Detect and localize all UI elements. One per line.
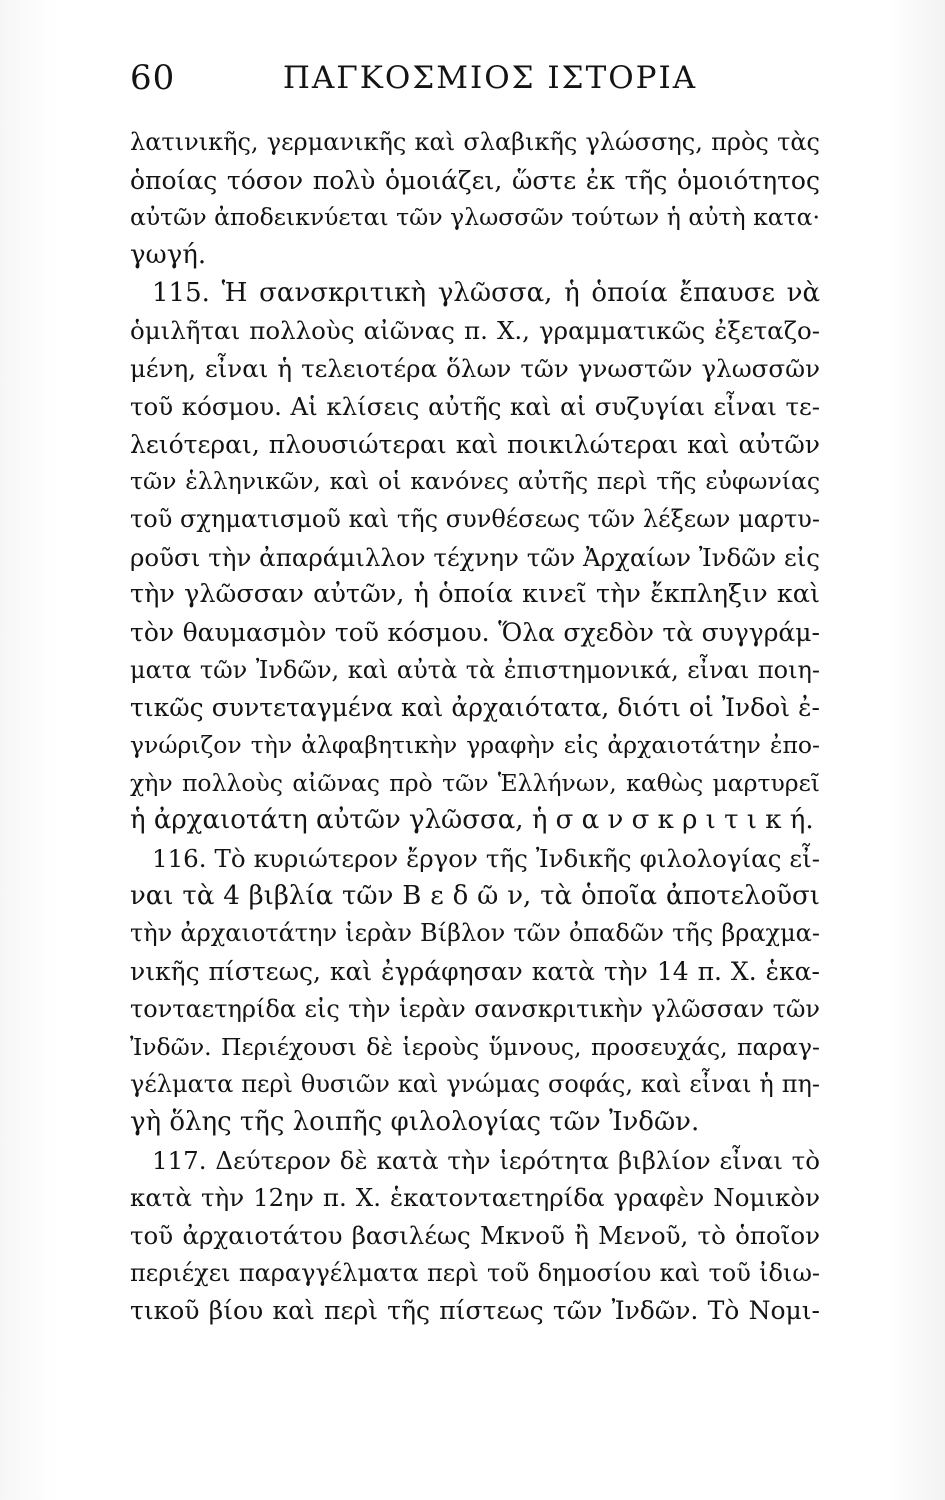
paragraph-116-start: 116. Τὸ κυριώτερον ἔργον τῆς Ἰνδικῆς φιλολογίας εἶ- xyxy=(152,844,820,874)
text-line: ροῦσι τὴν ἀπαράμιλλον τέχνην τῶν Ἀρχαίων Ἰνδῶν εἰς xyxy=(130,542,820,572)
text-line: κατὰ τὴν 12ην π. Χ. ἑκατονταετηρίδα γραφὲν Νομικὸν xyxy=(130,1183,820,1213)
text-line: ἡ ἀρχαιοτάτη αὐτῶν γλῶσσα, ἡ σ α ν σ κ ρ ι τ ι κ ή. xyxy=(130,805,814,836)
text-line: ματα τῶν Ἰνδῶν, καὶ αὐτὰ τὰ ἐπιστημονικά, εἶναι ποιη- xyxy=(130,655,820,684)
text-line: λατινικῆς, γερμανικῆς καὶ σλαβικῆς γλώσσης, πρὸς τὰς xyxy=(130,128,820,156)
text-line: τῶν ἑλληνικῶν, καὶ οἱ κανόνες αὐτῆς περὶ τῆς εὐφωνίας xyxy=(130,467,820,496)
text-line: γὴ ὅλης τῆς λοιπῆς φιλολογίας τῶν Ἰνδῶν. xyxy=(130,1106,700,1137)
paragraph-115-start: 115. Ἡ σανσκριτικὴ γλῶσσα, ἡ ὁποία ἔπαυσε νὰ xyxy=(152,277,820,308)
text-line: τὴν γλῶσσαν αὐτῶν, ἡ ὁποία κινεῖ τὴν ἔκπληξιν καὶ xyxy=(130,579,820,610)
text-line: τονταετηρίδα εἰς τὴν ἱερὰν σανσκριτικὴν γλῶσσαν τῶν xyxy=(130,994,820,1023)
text-line: τὴν ἀρχαιοτάτην ἱερὰν Βίβλον τῶν ὀπαδῶν τῆς βραχμα- xyxy=(130,919,820,948)
text-line: τικοῦ βίου καὶ περὶ τῆς πίστεως τῶν Ἰνδῶν. Τὸ Νομι- xyxy=(130,1296,820,1326)
text-line: τοῦ ἀρχαιοτάτου βασιλέως Μκνοῦ ἢ Μενοῦ, τὸ ὁποῖον xyxy=(130,1220,820,1250)
text-line: γέλματα περὶ θυσιῶν καὶ γνώμας σοφάς, καὶ εἶναι ἡ πη- xyxy=(130,1070,820,1099)
running-title: ΠΑΓΚΟΣΜΙΟΣ ΙΣΤΟΡΙΑ xyxy=(282,60,698,96)
page-number: 60 xyxy=(130,58,176,98)
text-line: μένη, εἶναι ἡ τελειοτέρα ὅλων τῶν γνωστῶν γλωσσῶν xyxy=(130,354,820,384)
text-line: περιέχει παραγγέλματα περὶ τοῦ δημοσίου καὶ τοῦ ἰδιω- xyxy=(130,1258,820,1287)
text-line: χὴν πολλοὺς αἰῶνας πρὸ τῶν Ἑλλήνων, καθὼς μαρτυρεῖ xyxy=(130,768,820,797)
text-line: γωγή. xyxy=(130,240,207,271)
page-header xyxy=(130,58,850,102)
text-line: τοῦ σχηματισμοῦ καὶ τῆς συνθέσεως τῶν λέξεων μαρτυ- xyxy=(130,504,820,533)
paragraph-117-start: 117. Δεύτερον δὲ κατὰ τὴν ἱερότητα βιβλίον εἶναι τὸ xyxy=(152,1145,820,1175)
text-line: ναι τὰ 4 βιβλία τῶν Β ε δ ῶ ν, τὰ ὁποῖα ἀποτελοῦσι xyxy=(130,880,820,911)
text-line: ὁμιλῆται πολλοὺς αἰῶνας π. Χ., γραμματικῶς ἐξεταζο- xyxy=(130,316,820,346)
text-line: Ἰνδῶν. Περιέχουσι δὲ ἱεροὺς ὕμνους, προσευχάς, παραγ- xyxy=(130,1032,820,1061)
text-line: ὁποίας τόσον πολὺ ὁμοιάζει, ὥστε ἐκ τῆς ὁμοιότητος xyxy=(130,165,820,195)
text-line: αὐτῶν ἀποδεικνύεται τῶν γλωσσῶν τούτων ἡ αὐτὴ κατα· xyxy=(130,203,820,232)
text-line: λειότεραι, πλουσιώτεραι καὶ ποικιλώτεραι καὶ αὐτῶν xyxy=(130,429,820,459)
text-line: τικῶς συντεταγμένα καὶ ἀρχαιότατα, διότι οἱ Ἰνδοὶ ἐ- xyxy=(130,693,820,723)
text-line: γνώριζον τὴν ἀλφαβητικὴν γραφὴν εἰς ἀρχαιοτάτην ἐπο- xyxy=(130,731,820,759)
text-line: νικῆς πίστεως, καὶ ἐγράφησαν κατὰ τὴν 14 π. Χ. ἑκα- xyxy=(130,957,820,987)
text-line: τὸν θαυμασμὸν τοῦ κόσμου. Ὅλα σχεδὸν τὰ συγγράμ- xyxy=(130,617,820,647)
text-line: τοῦ κόσμου. Αἱ κλίσεις αὐτῆς καὶ αἱ συζυγίαι εἶναι τε- xyxy=(130,391,820,421)
body-text xyxy=(130,124,820,1330)
